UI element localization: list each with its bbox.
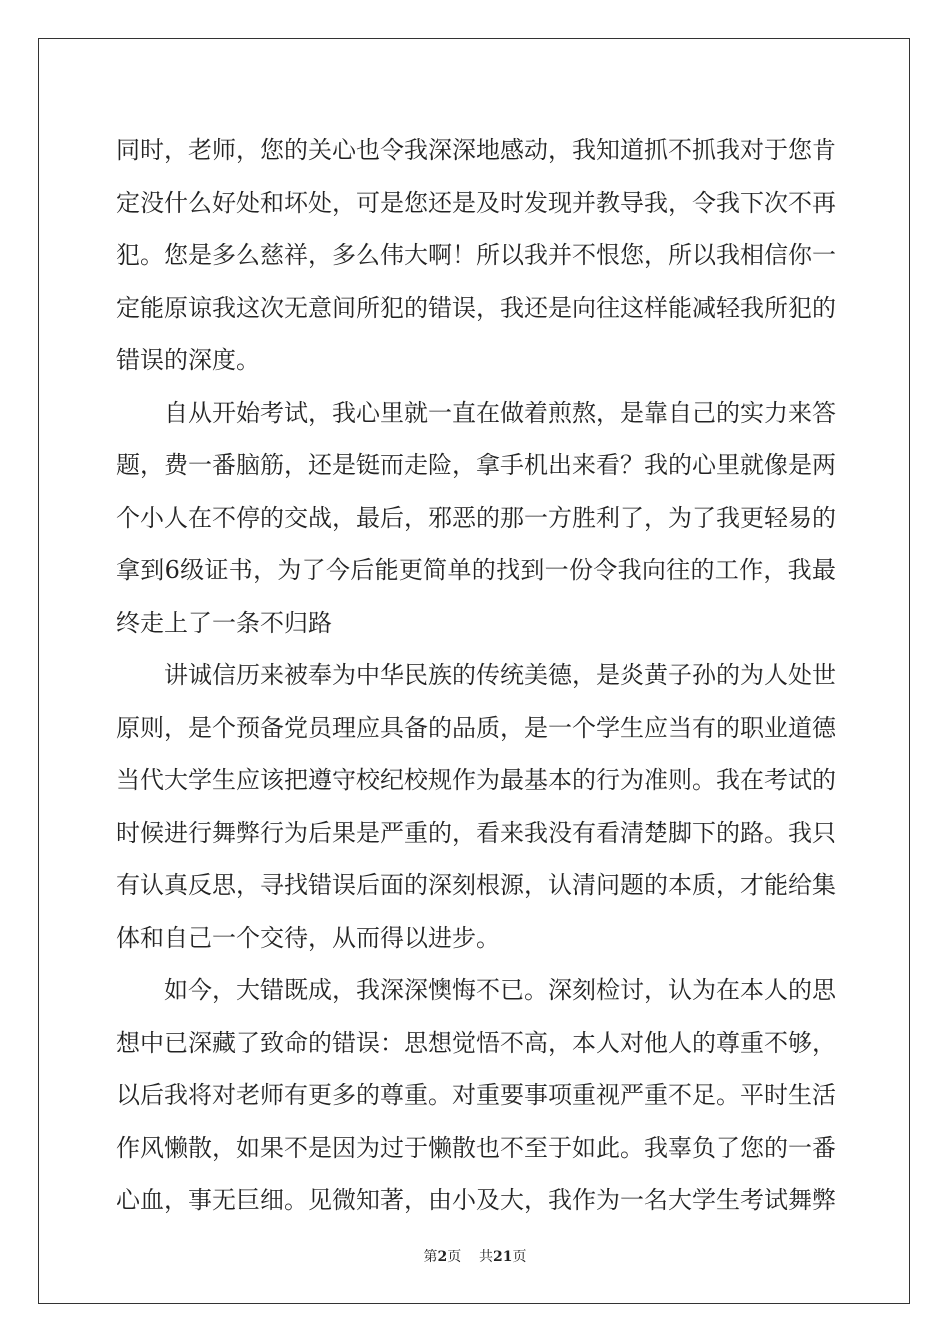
- page-footer: [0, 1246, 950, 1266]
- text-line: 当代大学生应该把遵守校纪校规作为最基本的行为准则。我在考试的: [116, 766, 836, 794]
- text-line: 定能原谅我这次无意间所犯的错误，我还是向往这样能减轻我所犯的: [116, 293, 836, 322]
- paragraph-first-line: 如今，大错既成，我深深懊悔不已。深刻检讨，认为在本人的思: [164, 976, 836, 1004]
- text-line: 作风懒散，如果不是因为过于懒散也不至于如此。我辜负了您的一番: [116, 1133, 836, 1162]
- text-line: 体和自己一个交待，从而得以进步。: [116, 923, 500, 952]
- paragraph-first-line: 讲诚信历来被奉为中华民族的传统美德，是炎黄子孙的为人处世: [164, 661, 836, 689]
- page-number: 2: [437, 1249, 448, 1265]
- text-line: 有认真反思，寻找错误后面的深刻根源，认清问题的本质，才能给集: [116, 871, 836, 899]
- paragraph-first-line: 自从开始考试，我心里就一直在做着煎熬，是靠自己的实力来答: [164, 398, 836, 427]
- total-pages: 21: [493, 1249, 513, 1265]
- text-line: 个小人在不停的交战，最后，邪恶的那一方胜利了，为了我更轻易的: [116, 503, 836, 532]
- total-label-suffix: 页: [512, 1249, 527, 1265]
- page-label-suffix: 页: [447, 1249, 462, 1265]
- text-line: 以后我将对老师有更多的尊重。对重要事项重视严重不足。平时生活: [116, 1081, 836, 1109]
- text-line: 终走上了一条不归路: [116, 608, 332, 637]
- text-line: 同时，老师，您的关心也令我深深地感动，我知道抓不抓我对于您肯: [116, 136, 836, 164]
- total-label-prefix: 共: [479, 1249, 494, 1265]
- text-line: 原则，是个预备党员理应具备的品质，是一个学生应当有的职业道德: [116, 713, 836, 742]
- text-line: 时候进行舞弊行为后果是严重的，看来我没有看清楚脚下的路。我只: [116, 818, 836, 847]
- text-line: 犯。您是多么慈祥，多么伟大啊！所以我并不恨您，所以我相信你一: [116, 241, 836, 269]
- text-line: 错误的深度。: [116, 346, 260, 374]
- page-label-prefix: 第: [423, 1249, 438, 1265]
- text-line: 拿到6级证书，为了今后能更简单的找到一份令我向往的工作，我最: [116, 556, 836, 584]
- document-body: [116, 124, 836, 1227]
- text-line: 想中已深藏了致命的错误：思想觉悟不高，本人对他人的尊重不够，: [116, 1028, 836, 1057]
- text-line: 题，费一番脑筋，还是铤而走险，拿手机出来看？我的心里就像是两: [116, 451, 836, 479]
- text-line: 定没什么好处和坏处，可是您还是及时发现并教导我，令我下次不再: [116, 188, 836, 217]
- text-line: 心血，事无巨细。见微知著，由小及大，我作为一名大学生考试舞弊: [116, 1186, 836, 1214]
